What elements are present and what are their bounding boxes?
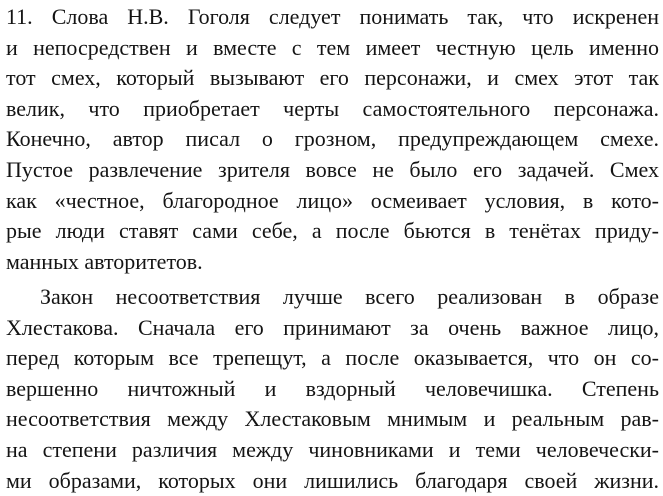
paragraph-answer-11: [6, 2, 659, 277]
text-line: рые люди ставят сами себе, а после бьются в тенётах приду-: [6, 218, 659, 244]
text-line: Конечно, автор писал о грозном, предупреждающем смехе.: [6, 126, 659, 152]
text-line: вершенно ничтожный и вздорный человечишка. Степень: [6, 375, 659, 401]
text-line: как «честное, благородное лицо» осмеивает условия, в кото-: [6, 187, 659, 213]
text-line: велик, что приобретает черты самостоятельного персонажа.: [6, 95, 659, 121]
text-line: Пустое развлечение зрителя вовсе не было его задачей. Смех: [6, 156, 659, 182]
text-line: и непосредствен и вместе с тем имеет честную цель именно: [6, 34, 659, 60]
text-line: Хлестакова. Сначала его принимают за очень важное лицо,: [6, 314, 659, 340]
text-line: манных авторитетов.: [6, 248, 203, 274]
paragraph-khlestakov: [6, 282, 659, 496]
text-line: перед которым все трепещут, а после оказывается, что он со-: [6, 345, 659, 371]
text-line: Закон несоответствия лучше всего реализован в образе: [40, 284, 659, 309]
text-line: на степени различия между чиновниками и теми человечески-: [6, 436, 659, 462]
text-line: тот смех, который вызывают его персонажи, и смех этот так: [6, 65, 659, 91]
text-line: ми образами, которых они лишились благодаря своей жизни.: [6, 467, 659, 493]
text-line: несоответствия между Хлестаковым мнимым и реальным рав-: [6, 406, 659, 432]
text-line: 11. Слова Н.В. Гоголя следует понимать так, что искренен: [6, 4, 659, 29]
